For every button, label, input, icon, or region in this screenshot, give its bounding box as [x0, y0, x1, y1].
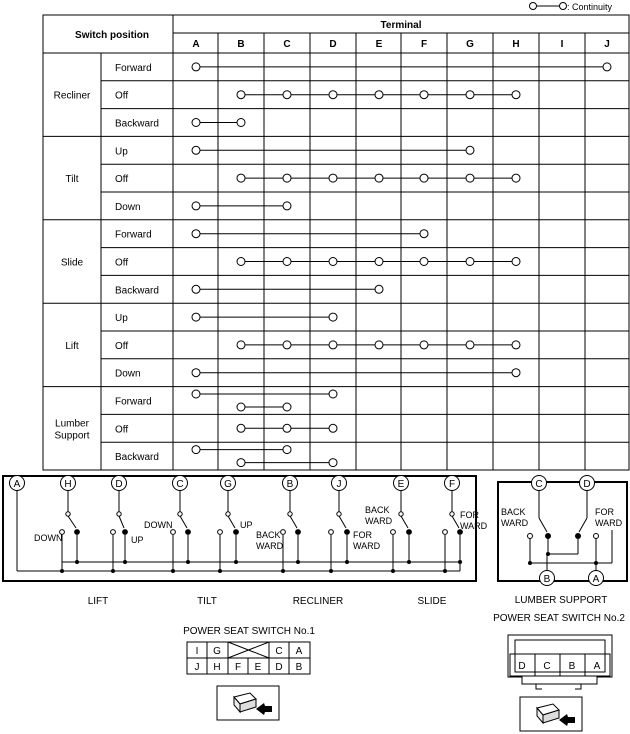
continuity-node [512, 369, 520, 377]
continuity-node [283, 424, 291, 432]
lift-up-label: UP [131, 535, 144, 545]
row-label-tilt-off: Off [115, 174, 129, 186]
continuity-node [237, 119, 245, 127]
lumber-support-group-label: LUMBER SUPPORT [514, 595, 608, 606]
circuit1-terminal-e [394, 476, 409, 491]
circuit1-terminal-b [283, 476, 298, 491]
continuity-node [466, 174, 474, 182]
lumbar-for-label-1: FOR [595, 507, 614, 517]
row-label-lumber-support-off: Off [115, 424, 129, 436]
tilt-down-label: DOWN [144, 520, 173, 530]
continuity-node [329, 390, 337, 398]
row-label-tilt-up: Up [115, 146, 128, 158]
continuity-node [237, 459, 245, 467]
continuity-node [192, 390, 200, 398]
continuity-node [237, 258, 245, 266]
group-label-lift: Lift [65, 340, 79, 352]
terminal-header-f: F [420, 39, 428, 50]
continuity-table [43, 15, 629, 470]
svg-text:B: B [286, 479, 294, 490]
continuity-node [375, 174, 383, 182]
circuit1-terminal-j [332, 476, 347, 491]
continuity-node [192, 146, 200, 154]
continuity-node [375, 285, 383, 293]
row-label-slide-backward: Backward [115, 285, 159, 297]
circuit1-switch-6 [329, 490, 350, 573]
svg-text:A: A [13, 479, 21, 490]
circuit2-terminal-c [532, 476, 547, 491]
row-label-tilt-down: Down [115, 201, 141, 213]
group-label-slide: Slide [60, 257, 84, 269]
continuity-node [466, 91, 474, 99]
continuity-node [329, 91, 337, 99]
row-label-recliner-backward: Backward [115, 118, 159, 130]
circuit1-terminal-d [112, 476, 127, 491]
group-label-recliner: Recliner [53, 90, 91, 102]
svg-text:F: F [448, 479, 456, 490]
continuity-node [512, 91, 520, 99]
row-label-recliner-forward: Forward [115, 62, 152, 74]
continuity-node [329, 313, 337, 321]
tilt-up-label: UP [240, 520, 253, 530]
circuit1-terminal-c [173, 476, 188, 491]
continuity-node [466, 146, 474, 154]
continuity-node [375, 91, 383, 99]
continuity-node [192, 119, 200, 127]
svg-text:B: B [543, 574, 551, 585]
continuity-node [329, 258, 337, 266]
circuit1-terminal-g [221, 476, 236, 491]
circuit2-terminal-d [580, 476, 595, 491]
slide-group-label: SLIDE [417, 596, 447, 607]
continuity-node [192, 63, 200, 71]
continuity-node [420, 91, 428, 99]
continuity-node [192, 446, 200, 454]
connector2-pin-d: D [518, 661, 526, 672]
continuity-node [283, 341, 291, 349]
terminal-header-e: E [375, 39, 383, 50]
row-label-lumber-support-forward: Forward [115, 396, 152, 408]
circuit1-switch-8 [443, 490, 463, 573]
connector-no2 [493, 613, 625, 731]
lift-group-label: LIFT [87, 596, 109, 607]
svg-text:A: A [592, 574, 600, 585]
continuity-node [420, 230, 428, 238]
continuity-node [603, 63, 611, 71]
continuity-node [420, 174, 428, 182]
terminal-header: Terminal [380, 20, 422, 31]
continuity-node [283, 174, 291, 182]
circuit1-switch-3 [171, 490, 191, 573]
continuity-node [192, 313, 200, 321]
continuity-node [512, 258, 520, 266]
continuity-node [420, 258, 428, 266]
slide-back-label-1: BACK [365, 505, 390, 515]
circuit1-switch-4 [218, 490, 239, 573]
continuity-node [237, 341, 245, 349]
continuity-link-tilt-up-ag [192, 146, 474, 154]
row-label-recliner-off: Off [115, 90, 129, 102]
continuity-node [420, 341, 428, 349]
terminal-header-a: A [192, 39, 200, 50]
connector1-pin-c: C [275, 646, 283, 657]
group-label-tilt: Tilt [65, 174, 79, 186]
row-label-slide-off: Off [115, 257, 129, 269]
connector1-pin-g: G [213, 646, 221, 657]
continuity-link-slide-backward-ae [192, 285, 383, 293]
continuity-node [466, 258, 474, 266]
lumbar-back-label-1: BACK [501, 507, 526, 517]
continuity-node [237, 174, 245, 182]
svg-text:C: C [176, 479, 184, 490]
continuity-legend [530, 2, 613, 12]
continuity-node [466, 341, 474, 349]
continuity-link-slide-off-bcdefgh [237, 258, 520, 266]
continuity-legend-label: : Continuity [567, 2, 613, 12]
connector1-pin-f: F [234, 662, 242, 673]
group-label-lumber-support-2: Support [54, 430, 90, 442]
row-label-slide-forward: Forward [115, 229, 152, 241]
connector1-pin-e: E [254, 662, 262, 673]
connector2-pin-c: C [543, 661, 551, 672]
continuity-link-lumber-support-backward-bd [237, 459, 337, 467]
connector-no1 [183, 626, 315, 720]
terminal-header-i: I [560, 39, 564, 50]
row-label-lift-off: Off [115, 340, 129, 352]
row-label-lumber-support-backward: Backward [115, 452, 159, 464]
continuity-node [375, 341, 383, 349]
circuit1-terminal-f [445, 476, 460, 491]
circuit1-terminal-a [10, 476, 25, 491]
svg-text:E: E [397, 479, 405, 490]
continuity-node [192, 285, 200, 293]
continuity-node [237, 403, 245, 411]
continuity-node [283, 91, 291, 99]
circuit1-switch-5 [281, 490, 301, 573]
continuity-node [329, 424, 337, 432]
continuity-link-recliner-off-bcdefgh [237, 91, 520, 99]
connector1-pin-h: H [213, 662, 221, 673]
svg-text:D: D [115, 479, 123, 490]
continuity-node [192, 369, 200, 377]
connector2-pin-a: A [593, 661, 601, 672]
continuity-node [192, 202, 200, 210]
svg-text:C: C [535, 479, 543, 490]
slide-back-label-2: WARD [365, 516, 393, 526]
recliner-for-label-2: WARD [353, 541, 381, 551]
circuit1-terminal-h [61, 476, 76, 491]
terminal-header-c: C [283, 39, 291, 50]
continuity-node [283, 446, 291, 454]
group-label-lumber-support-1: Lumber [55, 418, 89, 430]
recliner-for-label-1: FOR [353, 530, 372, 540]
continuity-link-lift-off-bcdefgh [237, 341, 520, 349]
svg-text:J: J [336, 479, 342, 490]
row-label-lift-up: Up [115, 313, 128, 325]
terminal-header-g: G [466, 39, 474, 50]
continuity-node [192, 230, 200, 238]
continuity-node [283, 202, 291, 210]
connector1-pin-b: B [295, 662, 303, 673]
terminal-header-j: J [604, 39, 610, 50]
continuity-link-lumber-support-backward-ac [192, 446, 291, 454]
recliner-back-label-1: BACK [256, 530, 281, 540]
recliner-group-label: RECLINER [292, 596, 344, 607]
connector1-pin-i: I [195, 646, 199, 657]
connector1-pin-a: A [295, 646, 303, 657]
continuity-node [512, 174, 520, 182]
connector1-title: POWER SEAT SWITCH No.1 [183, 626, 315, 637]
connector1-pin-d: D [275, 662, 283, 673]
switch-position-header: Switch position [75, 30, 149, 41]
continuity-link-lumber-support-off-bcd [237, 424, 337, 432]
row-label-lift-down: Down [115, 368, 141, 380]
circuit2-terminal-b [540, 571, 555, 586]
continuity-node [329, 341, 337, 349]
connector1-plug-icon [234, 693, 272, 715]
connector2-title: POWER SEAT SWITCH No.2 [493, 613, 625, 624]
lumbar-back-label-2: WARD [501, 518, 529, 528]
connector1-pin-j: J [194, 662, 200, 673]
continuity-node [512, 341, 520, 349]
continuity-link-tilt-down-ac [192, 202, 291, 210]
continuity-node [283, 258, 291, 266]
tilt-group-label: TILT [197, 596, 217, 607]
continuity-node [283, 403, 291, 411]
circuit1-switch-2 [111, 490, 128, 573]
circuit1-switch-1 [60, 490, 80, 573]
continuity-node [375, 258, 383, 266]
circuit1-switch-7 [391, 490, 412, 573]
lumbar-for-label-2: WARD [595, 518, 623, 528]
svg-text:D: D [583, 479, 591, 490]
lift-down-label: DOWN [34, 533, 63, 543]
terminal-header-b: B [237, 39, 245, 50]
circuit2-terminal-a [589, 571, 604, 586]
svg-text:G: G [224, 479, 232, 490]
continuity-node [329, 459, 337, 467]
continuity-node [329, 174, 337, 182]
connector2-plug-icon [537, 704, 575, 726]
switch-circuit-no1 [3, 476, 488, 582]
slide-for-label-2: WARD [460, 521, 488, 531]
continuity-node [237, 424, 245, 432]
continuity-node [237, 91, 245, 99]
terminal-header-h: H [512, 39, 520, 50]
slide-for-label-1: FOR [460, 510, 479, 520]
continuity-link-tilt-off-bcdefgh [237, 174, 520, 182]
switch-circuit-no2 [498, 476, 627, 586]
terminal-header-d: D [329, 39, 337, 50]
recliner-back-label-2: WARD [256, 541, 284, 551]
connector2-pin-b: B [568, 661, 576, 672]
svg-text:H: H [64, 479, 72, 490]
